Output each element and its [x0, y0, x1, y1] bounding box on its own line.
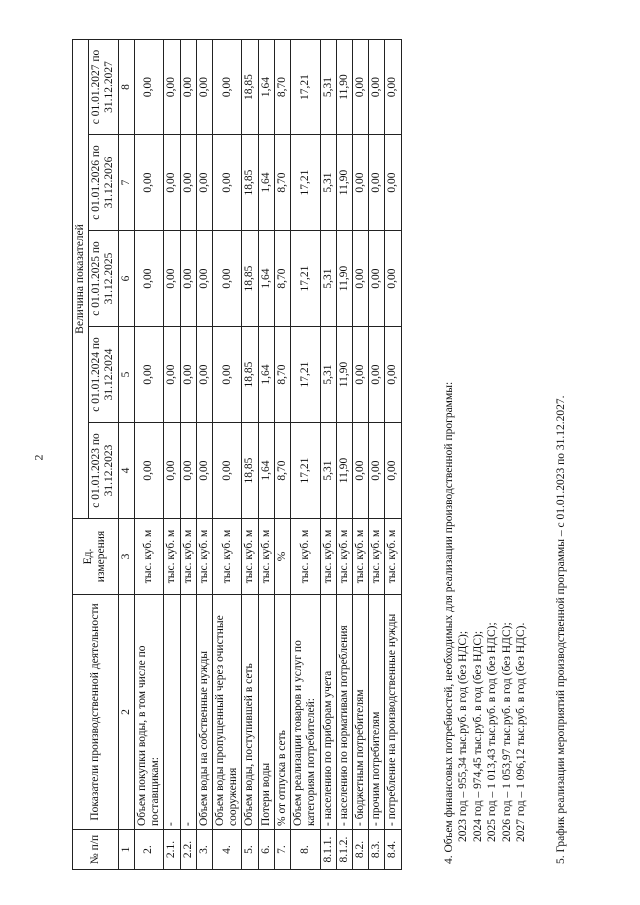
row-value: 8,70	[274, 423, 290, 519]
note-item-4-number: 4.	[443, 855, 455, 864]
row-value: 0,00	[164, 135, 180, 231]
row-value: 0,00	[164, 40, 180, 135]
header-period: с 01.01.2027 по 31.12.2027	[89, 40, 118, 135]
row-number: 8.3.	[369, 830, 385, 870]
row-value: 0,00	[385, 327, 401, 423]
row-indicator-name: - населению по приборам учета	[320, 595, 336, 830]
row-value: 0,00	[212, 327, 241, 423]
row-value: 0,00	[164, 423, 180, 519]
row-value: 0,00	[164, 231, 180, 327]
note-item-5	[554, 44, 568, 864]
note-year-line: 2027 год – 1 096,12 тыс.руб. в год (без НДС).	[514, 622, 527, 842]
row-unit: тыс. куб. м	[352, 519, 368, 595]
row-indicator-name: Объем воды пропущенный через очистные сооружения	[212, 595, 241, 830]
table-row	[291, 40, 320, 870]
note-item-4-title: Объем финансовых потребностей, необходимых для реализации производственной программы:	[443, 381, 455, 853]
row-number: 2.	[134, 830, 163, 870]
table-row	[242, 40, 258, 870]
col-number: 2	[118, 595, 134, 830]
row-value: 0,00	[180, 327, 196, 423]
row-unit: тыс. куб. м	[369, 519, 385, 595]
row-value: 1,64	[258, 40, 274, 135]
row-value: 0,00	[180, 423, 196, 519]
row-unit: тыс. куб. м	[196, 519, 212, 595]
col-number: 1	[118, 830, 134, 870]
row-number: 7.	[274, 830, 290, 870]
row-value: 0,00	[212, 231, 241, 327]
table-row	[352, 40, 368, 870]
row-value: 5,31	[320, 135, 336, 231]
col-number: 5	[118, 327, 134, 423]
table-row	[274, 40, 290, 870]
header-unit: Ед. измерения	[73, 519, 119, 595]
row-value: 0,00	[212, 135, 241, 231]
row-indicator-name: Потери воды	[258, 595, 274, 830]
row-unit: тыс. куб. м	[242, 519, 258, 595]
table-row	[196, 40, 212, 870]
row-value: 1,64	[258, 423, 274, 519]
row-indicator-name: - прочим потребителям	[369, 595, 385, 830]
row-value: 0,00	[352, 423, 368, 519]
row-value: 17,21	[291, 327, 320, 423]
row-unit: тыс. куб. м	[134, 519, 163, 595]
table-row	[134, 40, 163, 870]
row-unit: тыс. куб. м	[164, 519, 180, 595]
col-number: 4	[118, 423, 134, 519]
row-value: 0,00	[134, 231, 163, 327]
row-value: 0,00	[180, 135, 196, 231]
row-value: 11,90	[336, 423, 352, 519]
table-row	[320, 40, 336, 870]
row-value: 0,00	[212, 423, 241, 519]
row-value: 0,00	[385, 423, 401, 519]
row-value: 5,31	[320, 231, 336, 327]
row-value: 11,90	[336, 40, 352, 135]
row-indicator-name: Объем реализации товаров и услуг по категориям потребителей:	[291, 595, 320, 830]
table-row	[369, 40, 385, 870]
note-year-line: 2025 год – 1 013,43 тыс.руб. в год (без НДС);	[486, 622, 499, 842]
row-value: 8,70	[274, 231, 290, 327]
row-value: 11,90	[336, 135, 352, 231]
row-value: 1,64	[258, 231, 274, 327]
row-number: 2.1.	[164, 830, 180, 870]
row-value: 8,70	[274, 327, 290, 423]
row-value: 18,85	[242, 327, 258, 423]
header-indicator: Показатели производственной деятельности	[73, 595, 119, 830]
row-value: 17,21	[291, 40, 320, 135]
header-period: с 01.01.2026 по 31.12.2026	[89, 135, 118, 231]
row-unit: тыс. куб. м	[258, 519, 274, 595]
row-value: 0,00	[352, 135, 368, 231]
row-value: 0,00	[164, 327, 180, 423]
row-number: 5.	[242, 830, 258, 870]
row-number: 8.4.	[385, 830, 401, 870]
page-number: 2	[31, 454, 46, 461]
note-year-line: 2023 год – 955,34 тыс.руб. в год (без НДС);	[457, 630, 470, 842]
row-indicator-name: Объем покупки воды, в том числе по поставщикам:	[134, 595, 163, 830]
row-value: 0,00	[196, 135, 212, 231]
row-value: 0,00	[352, 231, 368, 327]
row-value: 0,00	[196, 231, 212, 327]
table-body	[134, 40, 401, 870]
column-number-row	[118, 40, 134, 870]
note-year-line: 2026 год – 1 053,97 тыс.руб. в год (без НДС);	[500, 622, 513, 842]
header-value-group: Величина показателей	[73, 40, 89, 519]
table-row	[164, 40, 180, 870]
row-unit: тыс. куб. м	[180, 519, 196, 595]
row-value: 0,00	[180, 231, 196, 327]
row-value: 0,00	[369, 327, 385, 423]
row-number: 8.1.2.	[336, 830, 352, 870]
row-value: 0,00	[369, 423, 385, 519]
row-indicator-name: Объем воды на собственные нужды	[196, 595, 212, 830]
header-num: № п/п	[73, 830, 119, 870]
row-value: 0,00	[134, 40, 163, 135]
row-value: 0,00	[134, 327, 163, 423]
rotated-document-content	[72, 40, 592, 870]
row-value: 0,00	[369, 231, 385, 327]
col-number: 3	[118, 519, 134, 595]
note-year-line: 2024 год – 974,45 тыс.руб. в год (без НДС);	[471, 630, 484, 842]
col-number: 7	[118, 135, 134, 231]
note-item-5-number: 5.	[555, 855, 568, 864]
row-indicator-name: - потребление на производственные нужды	[385, 595, 401, 830]
row-number: 8.1.1.	[320, 830, 336, 870]
table-row	[180, 40, 196, 870]
row-unit: тыс. куб. м	[336, 519, 352, 595]
col-number: 8	[118, 40, 134, 135]
row-value: 0,00	[180, 40, 196, 135]
row-value: 0,00	[385, 135, 401, 231]
row-value: 11,90	[336, 231, 352, 327]
row-value: 0,00	[385, 40, 401, 135]
table-row	[212, 40, 241, 870]
row-value: 0,00	[369, 40, 385, 135]
row-value: 1,64	[258, 135, 274, 231]
row-value: 5,31	[320, 423, 336, 519]
row-value: 18,85	[242, 231, 258, 327]
row-value: 1,64	[258, 327, 274, 423]
row-value: 18,85	[242, 423, 258, 519]
row-value: 8,70	[274, 135, 290, 231]
row-value: 18,85	[242, 135, 258, 231]
row-value: 0,00	[196, 423, 212, 519]
row-indicator-name: Объем воды, поступившей в сеть	[242, 595, 258, 830]
row-unit: тыс. куб. м	[291, 519, 320, 595]
row-indicator-name: - бюджетным потребителям	[352, 595, 368, 830]
row-value: 5,31	[320, 40, 336, 135]
row-unit: тыс. куб. м	[385, 519, 401, 595]
row-value: 0,00	[196, 327, 212, 423]
row-number: 2.2.	[180, 830, 196, 870]
row-value: 0,00	[352, 327, 368, 423]
row-value: 18,85	[242, 40, 258, 135]
row-value: 0,00	[369, 135, 385, 231]
row-value: 11,90	[336, 327, 352, 423]
row-indicator-name: % от отпуска в сеть	[274, 595, 290, 830]
row-indicator-name: -	[180, 595, 196, 830]
row-value: 0,00	[134, 135, 163, 231]
note-item-5-text: График реализации мероприятий производственной программы – с 01.01.2023 по 31.12.2027.	[555, 395, 568, 853]
row-value: 17,21	[291, 231, 320, 327]
row-value: 17,21	[291, 423, 320, 519]
row-value: 17,21	[291, 135, 320, 231]
row-number: 6.	[258, 830, 274, 870]
row-unit: тыс. куб. м	[212, 519, 241, 595]
row-unit: %	[274, 519, 290, 595]
row-number: 3.	[196, 830, 212, 870]
row-value: 5,31	[320, 327, 336, 423]
row-number: 8.2.	[352, 830, 368, 870]
row-unit: тыс. куб. м	[320, 519, 336, 595]
table-row	[336, 40, 352, 870]
row-value: 0,00	[134, 423, 163, 519]
notes-section	[442, 44, 569, 864]
col-number: 6	[118, 231, 134, 327]
row-value: 0,00	[212, 40, 241, 135]
production-indicators-table	[72, 39, 402, 870]
table-row	[258, 40, 274, 870]
row-number: 4.	[212, 830, 241, 870]
header-period: с 01.01.2023 по 31.12.2023	[89, 423, 118, 519]
row-value: 8,70	[274, 40, 290, 135]
row-indicator-name: - населению по нормативам потребления	[336, 595, 352, 830]
row-number: 8.	[291, 830, 320, 870]
note-item-4	[442, 44, 456, 864]
table-row	[385, 40, 401, 870]
row-indicator-name: -	[164, 595, 180, 830]
header-period: с 01.01.2025 по 31.12.2025	[89, 231, 118, 327]
row-value: 0,00	[385, 231, 401, 327]
row-value: 0,00	[352, 40, 368, 135]
header-period: с 01.01.2024 по 31.12.2024	[89, 327, 118, 423]
row-value: 0,00	[196, 40, 212, 135]
